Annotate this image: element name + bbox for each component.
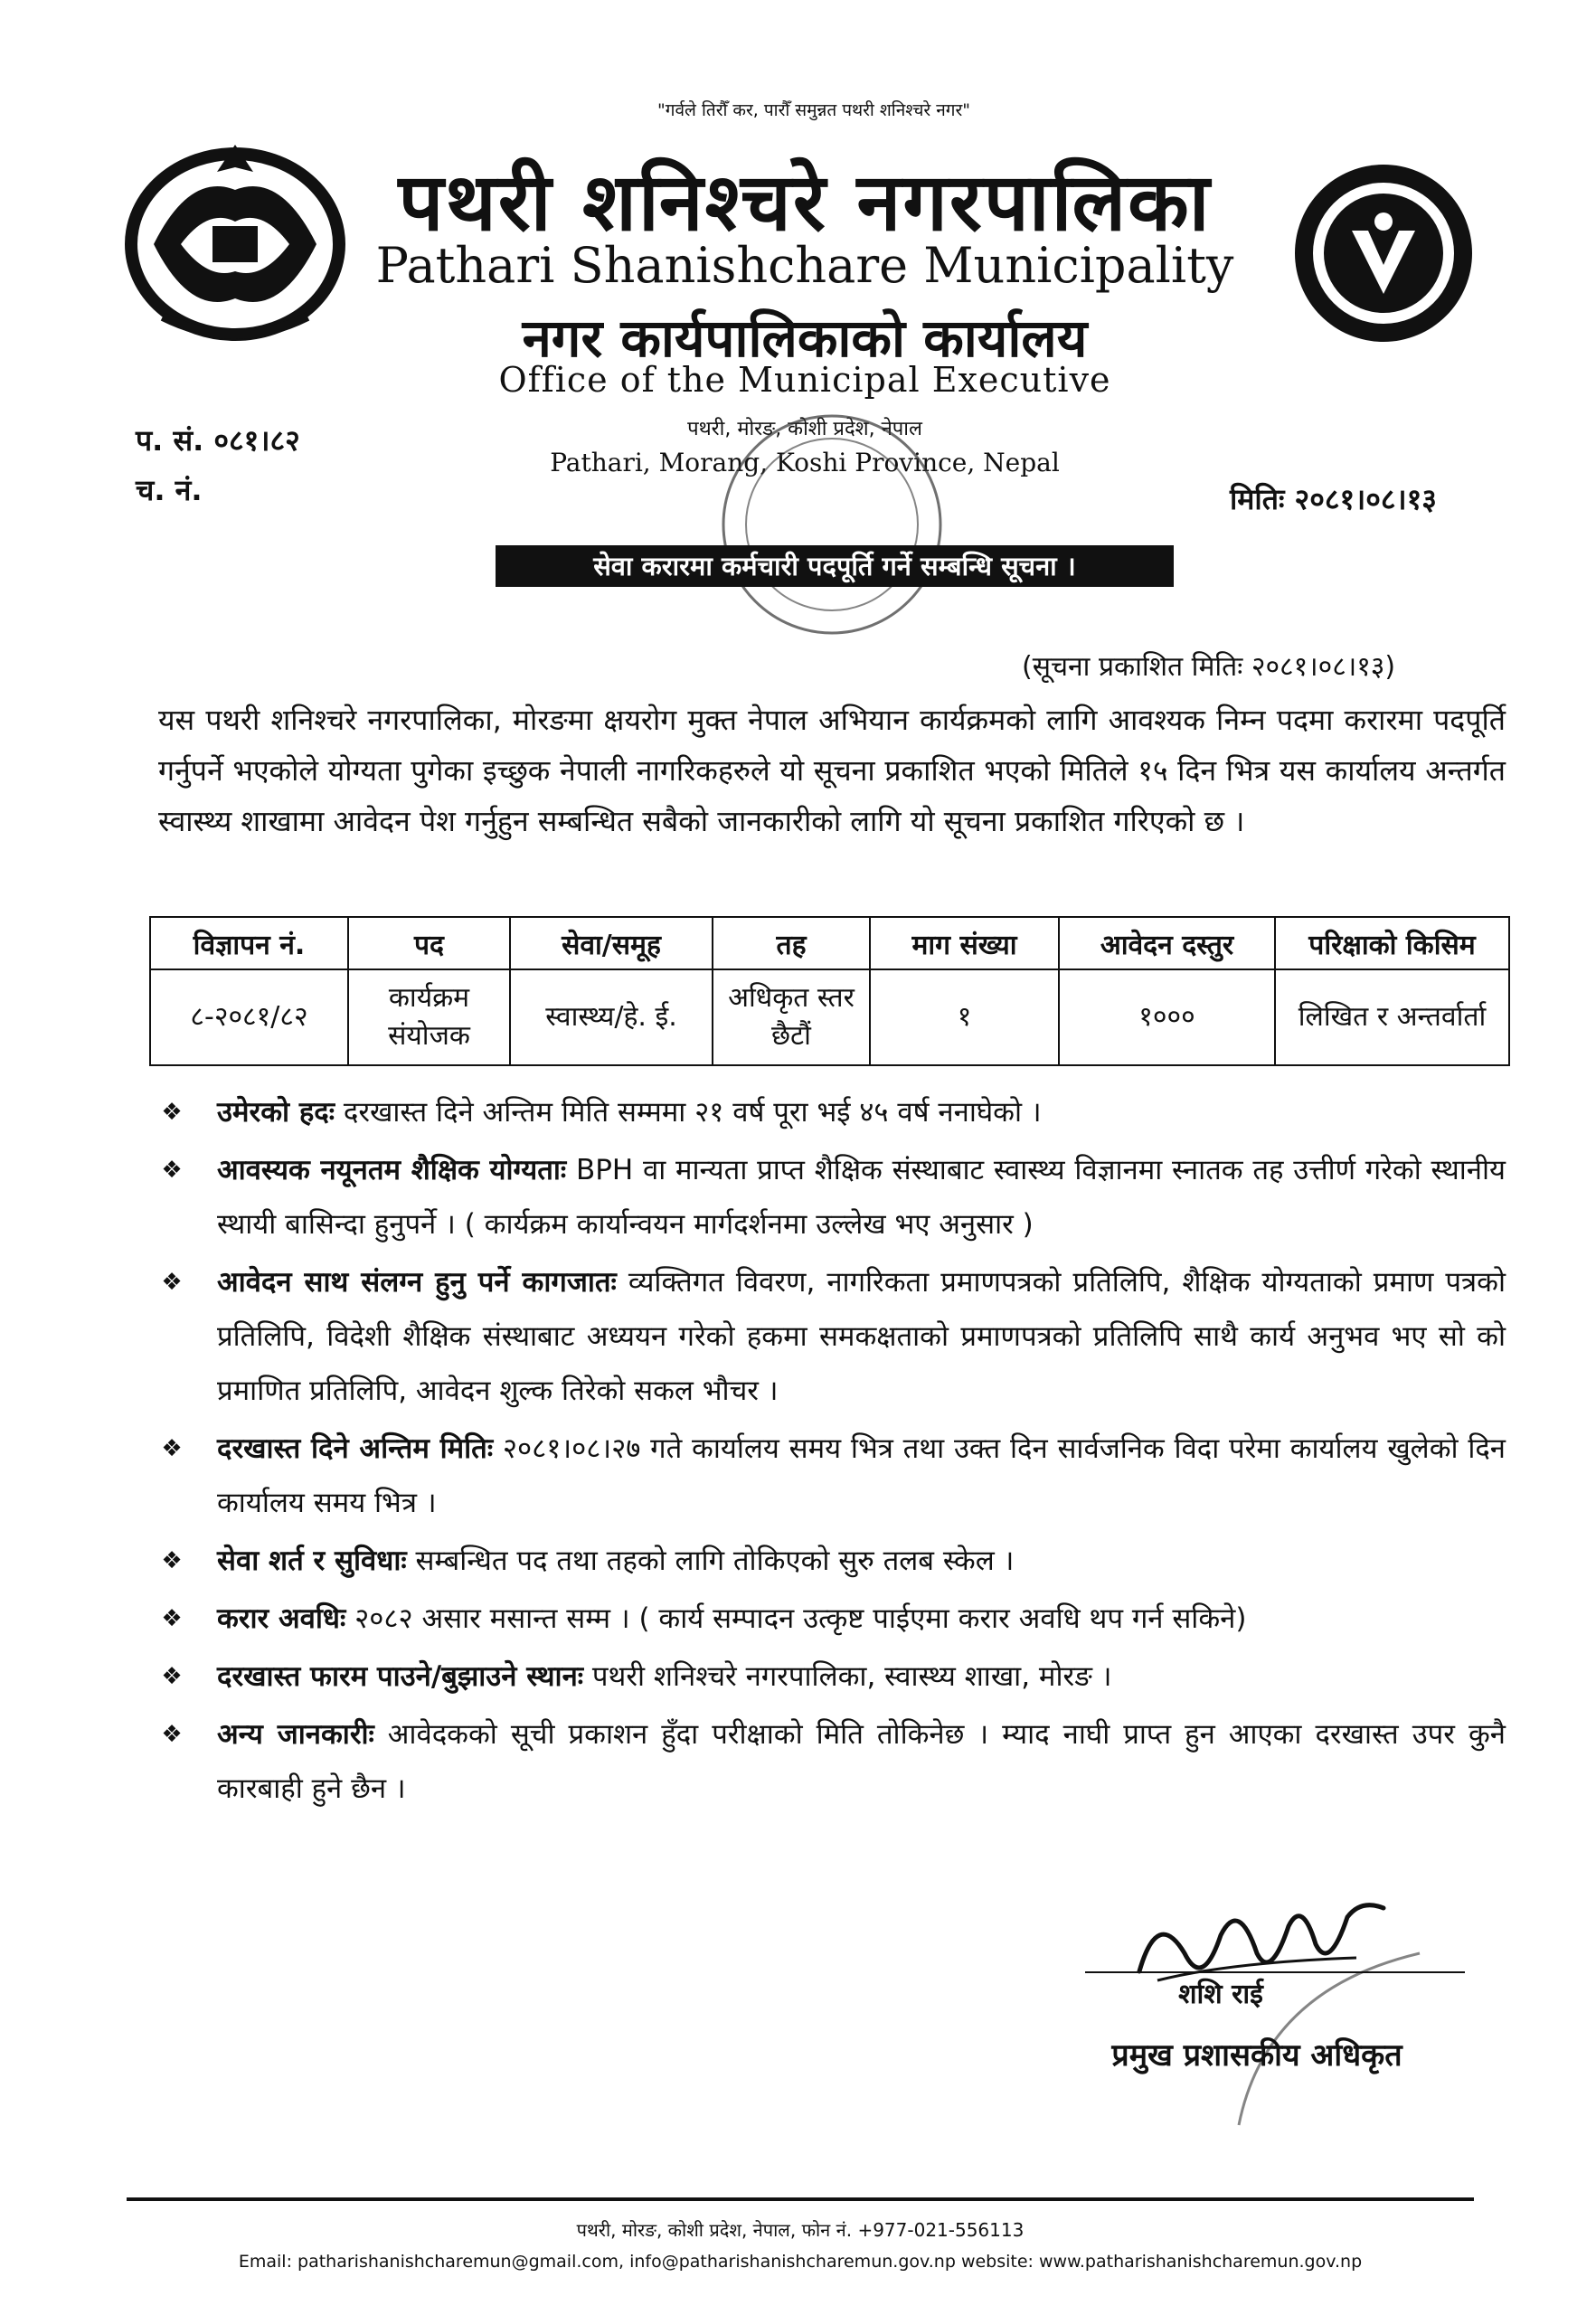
table-row [150,969,1509,1065]
list-item-label: आवेदन साथ संलग्न हुनु पर्ने कागजातः [217,1266,617,1299]
footer-contact: Email: patharishanishcharemun@gmail.com, info@patharishanishcharemun.gov.np website: www.patharishanishcharemun.gov.np [238,2252,1363,2272]
diamond-bullet-icon: ❖ [161,1157,183,1184]
table-cell: लिखित र अन्तर्वार्ता [1275,969,1509,1065]
list-item-label: करार अवधिः [217,1602,346,1635]
municipality-motto: "गर्वले तिरौँ कर, पारौँ समुन्नत पथरी शनिश्चरे नगर" [657,100,970,120]
list-item [154,1534,1506,1588]
table-header-row [150,917,1509,969]
office-stamp [705,398,959,651]
table-header: तह [713,917,870,969]
signer-title: प्रमुख प्रशासकीय अधिकृत [1111,2037,1402,2074]
list-item-text: पथरी शनिश्चरे नगरपालिका, स्वास्थ्य शाखा, मोरङ । [583,1660,1112,1693]
table-cell: १००० [1059,969,1275,1065]
list-item-label: दरखास्त फारम पाउने/बुझाउने स्थानः [217,1660,584,1693]
diamond-bullet-icon: ❖ [161,1269,183,1296]
municipality-logo [1289,158,1478,348]
table-header: विज्ञापन नं. [150,917,348,969]
list-item-text: आवेदकको सूची प्रकाशन हुँदा परीक्षाको मिति तोकिनेछ । म्याद नाघी प्राप्त हुन आएका दरखास्त उपर कुनै कारबाही हुने छैन । [217,1718,1506,1805]
list-item-label: आवस्यक नयूनतम शैक्षिक योग्यताः [217,1154,567,1186]
list-item-label: उमेरको हदः [217,1096,335,1129]
list-item [154,1255,1506,1418]
intro-paragraph: यस पथरी शनिश्चरे नगरपालिका, मोरङमा क्षयरोग मुक्त नेपाल अभियान कार्यक्रमको लागि आवश्यक निम्न पदमा करारमा पदपूर्ति गर्नुपर्ने भएकोले योग्यता पुगेका इच्छुक नेपाली नागरिकहरुले यो सूचना प्रकाशित भएको मितिले १५ दिन भित्र यस कार्यालय अन्तर्गत स्वास्थ्य शाखामा आवेदन पेश गर्नुहुन सम्बन्धित सबैको जानकारीको लागि यो सूचना प्रकाशित गरिएको छ । [158,703,1506,838]
table-cell: ८-२०८१/८२ [150,969,348,1065]
address-english: Pathari, Morang, Koshi Province, Nepal [550,448,1060,477]
list-item-text: सम्बन्धित पद तथा तहको लागि तोकिएको सुरु तलब स्केल । [406,1545,1015,1577]
office-name-english: Office of the Municipal Executive [498,360,1111,400]
list-item-label: अन्य जानकारीः [217,1718,374,1751]
footer-divider [127,2197,1474,2201]
letter-number: प. सं. ०८१।८२ [136,423,300,458]
notice-title: सेवा करारमा कर्मचारी पदपूर्ति गर्ने सम्बन्धि सूचना । [496,545,1174,587]
diamond-bullet-icon: ❖ [161,1663,183,1690]
diamond-bullet-icon: ❖ [161,1547,183,1574]
list-item-text: BPH वा मान्यता प्राप्त शैक्षिक संस्थाबाट स्वास्थ्य विज्ञानमा स्नातक तह उत्तीर्ण गरेको स्थानीय स्थायी बासिन्दा हुनुपर्ने । ( कार्यक्रम कार्यान्वयन मार्गदर्शनमा उल्लेख भए अनुसार ) [217,1154,1506,1241]
published-date: (सूचना प्रकाशित मितिः २०८१।०८।१३) [1022,651,1396,683]
diamond-bullet-icon: ❖ [161,1721,183,1748]
diamond-bullet-icon: ❖ [161,1099,183,1126]
signature-line [1085,1971,1465,1973]
dispatch-number: च. नं. [136,473,203,507]
office-name-nepali: नगर कार्यपालिकाको कार्यालय [522,307,1088,369]
table-cell: अधिकृत स्तर छैटौं [713,969,870,1065]
list-item [154,1592,1506,1646]
table-header: परिक्षाको किसिम [1275,917,1509,969]
letter-date: मितिः २०८१।०८।१३ [1230,482,1437,516]
list-item-text: व्यक्तिगत विवरण, नागरिकता प्रमाणपत्रको प्रतिलिपि, शैक्षिक योग्यताको प्रमाण पत्रको प्रतिलिपि, विदेशी शैक्षिक संस्थाबाट अध्ययन गरेको हकमा समकक्षताको प्रमाणपत्रको प्रतिलिपि साथै कार्य अनुभव भए सो को प्रमाणित प्रतिलिपि, आवेदन शुल्क तिरेको सकल भौचर । [217,1266,1506,1407]
footer-address: पथरी, मोरङ, कोशी प्रदेश, नेपाल, फोन नं. +977-021-556113 [576,2219,1025,2241]
list-item [154,1649,1506,1704]
table-cell: कार्यक्रम संयोजक [348,969,510,1065]
table-cell: १ [870,969,1059,1065]
list-item-text: २०८१।०८।२७ गते कार्यालय समय भित्र तथा उक्त दिन सार्वजनिक विदा परेमा कार्यालय खुलेको दिन कार्यालय समय भित्र । [217,1432,1506,1519]
table-header: सेवा/समूह [510,917,713,969]
address-nepali: पथरी, मोरङ, कोशी प्रदेश, नेपाल [687,418,922,440]
list-item [154,1143,1506,1252]
list-item-label: दरखास्त दिने अन्तिम मितिः [217,1432,494,1465]
list-item-text: दरखास्त दिने अन्तिम मिति सम्ममा २१ वर्ष पूरा भई ४५ वर्ष ननाघेको । [335,1096,1042,1129]
diamond-bullet-icon: ❖ [161,1605,183,1632]
nepal-emblem-logo [118,136,353,344]
municipality-name-nepali: पथरी शनिश्चरे नगरपालिका [398,156,1212,249]
list-item [154,1085,1506,1139]
list-item-label: सेवा शर्त र सुविधाः [217,1545,407,1577]
table-header: आवेदन दस्तुर [1059,917,1275,969]
table-cell: स्वास्थ्य/हे. ई. [510,969,713,1065]
diamond-bullet-icon: ❖ [161,1435,183,1462]
signer-name: शशि राई [1178,1979,1263,2010]
list-item-text: २०८२ असार मसान्त सम्म । ( कार्य सम्पादन उत्कृष्ट पाईएमा करार अवधि थप गर्न सकिने) [345,1602,1247,1635]
requirements-list [154,1085,1506,1819]
municipality-name-english: Pathari Shanishchare Municipality [375,237,1234,294]
list-item [154,1707,1506,1816]
vacancy-table [149,916,1510,1066]
table-header: माग संख्या [870,917,1059,969]
table-header: पद [348,917,510,969]
list-item [154,1422,1506,1530]
